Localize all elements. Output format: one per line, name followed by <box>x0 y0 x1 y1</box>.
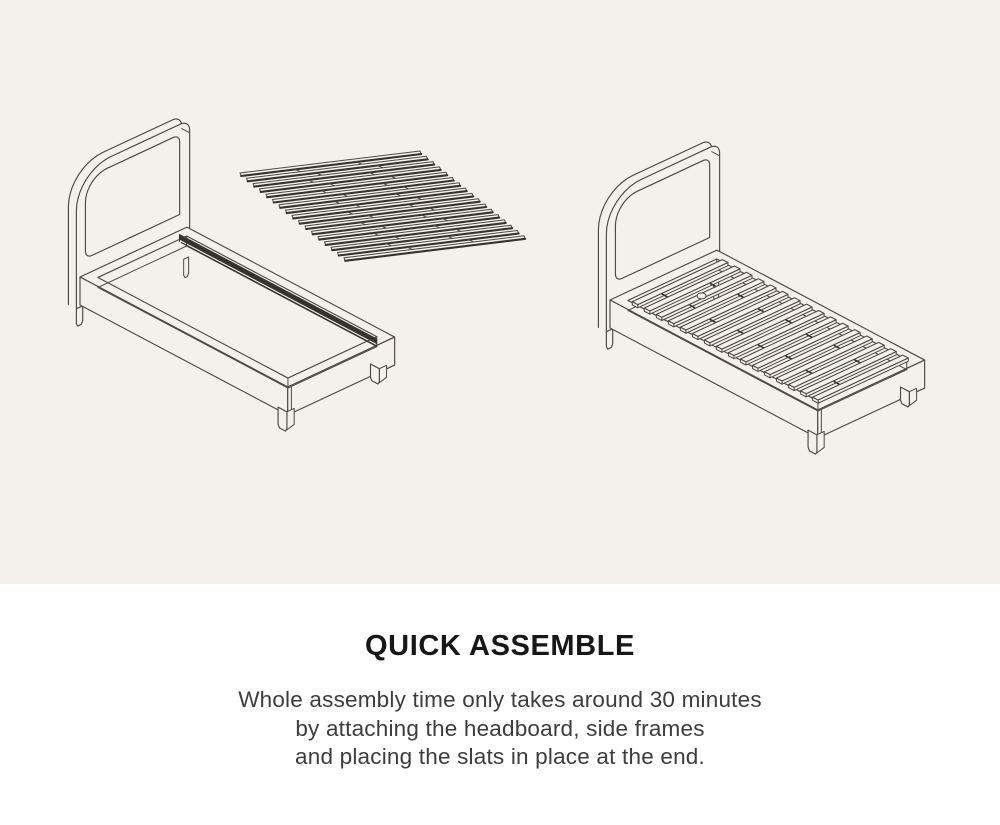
section-body-line-3: and placing the slats in place at the end. <box>295 744 705 769</box>
slat-pack-illustration <box>240 151 525 261</box>
quick-assemble-section <box>0 584 1000 772</box>
bed-frame-assembled-illustration <box>598 142 924 454</box>
section-heading: QUICK ASSEMBLE <box>365 630 635 662</box>
section-body-line-1: Whole assembly time only takes around 30 minutes <box>238 687 762 712</box>
section-body-line-2: by attaching the headboard, side frames <box>295 715 705 741</box>
